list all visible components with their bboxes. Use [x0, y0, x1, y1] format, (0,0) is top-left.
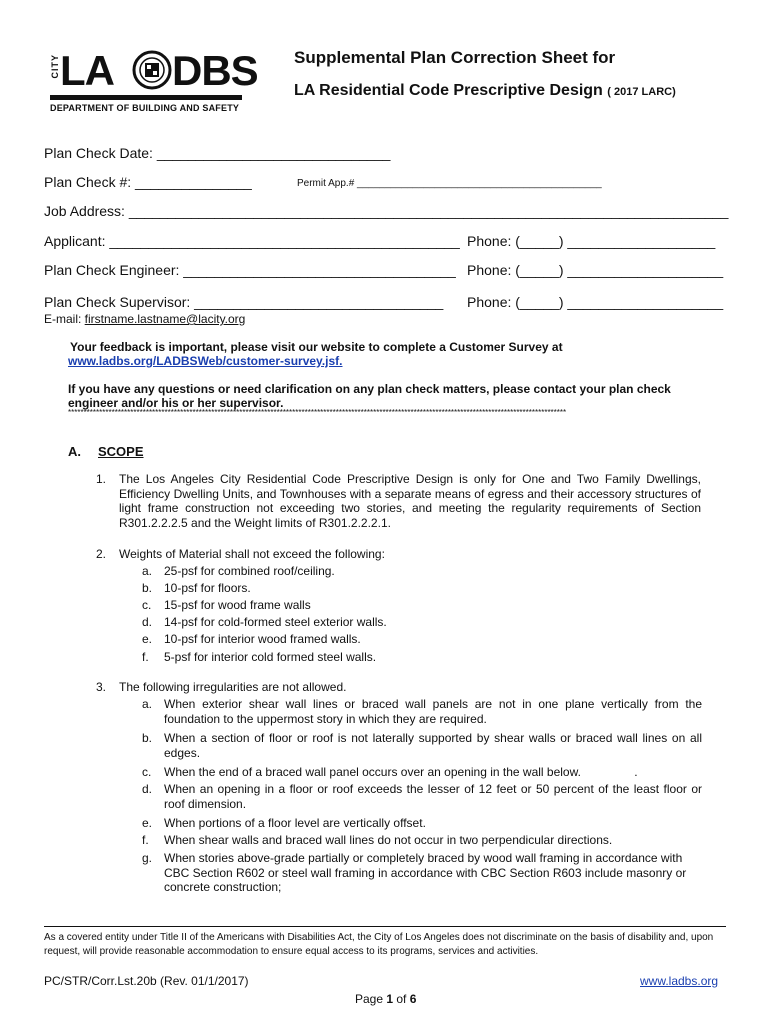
permit-app-field[interactable]: Permit App.# ____________________________________________: [297, 178, 602, 189]
logo-dbs-text: DBS: [172, 47, 258, 94]
sub-item-label: a.: [142, 564, 153, 578]
sub-item-text: 25-psf for combined roof/ceiling.: [164, 564, 335, 578]
sub-item-label: c.: [142, 598, 152, 612]
item-number: 1.: [96, 472, 107, 486]
sub-item-text: 5-psf for interior cold formed steel walls.: [164, 650, 377, 664]
item-text: The Los Angeles City Residential Code Prescriptive Design is only for One and Two Family Dwellings, Efficiency Dwelling Units, and Townhouses with a separate means of egress and their accessory structures of light frame construction not exceeding two stories, and meeting the regularity requirements of Section R301.2.2.2.5 and the Weight limits of R301.2.2.2.1.: [119, 472, 701, 530]
item-number: 2.: [96, 547, 107, 561]
logo-city-text: CITY: [50, 54, 60, 79]
page-number: [355, 992, 416, 1006]
form-id: PC/STR/Corr.Lst.20b (Rev. 01/1/2017): [44, 974, 249, 988]
plan-check-supervisor-field[interactable]: Plan Check Supervisor: ________________________________: [44, 294, 444, 310]
plan-check-engineer-field[interactable]: Plan Check Engineer: ___________________________________: [44, 262, 456, 278]
feedback-text: Your feedback is important, please visit our website to complete a Customer Survey at: [70, 340, 563, 354]
sub-item-label: c.: [142, 765, 152, 779]
sub-item-label: d.: [142, 782, 153, 796]
ada-notice: As a covered entity under Title II of the Americans with Disabilities Act, the City of Los Angeles does not discriminate on the basis of disability and, upon request, will provide reasonable accommodation to ensure equal access to its programs, services and activities.: [44, 932, 714, 957]
sub-item-text: 10-psf for floors.: [164, 581, 251, 595]
item-text: Weights of Material shall not exceed the following:: [119, 547, 385, 561]
sub-item-text: When a section of floor or roof is not laterally supported by shear walls or braced wall lines on all edges.: [164, 731, 702, 760]
sub-item-text: When exterior shear wall lines or braced wall panels are not in one plane vertically from the foundation to the uppermost story in which they are required.: [164, 697, 702, 726]
logo-divider: [50, 95, 242, 100]
subtitle-main: LA Residential Code Prescriptive Design: [294, 82, 603, 99]
sub-item-label: g.: [142, 851, 153, 865]
page-subtitle: [294, 82, 676, 100]
subtitle-suffix: ( 2017 LARC): [607, 86, 676, 98]
sub-item-text: When shear walls and braced wall lines do not occur in two perpendicular directions.: [164, 833, 613, 847]
separator-line: ****************************************************************************************************************************************************************: [68, 408, 567, 417]
sub-item-label: b.: [142, 731, 153, 745]
sub-item-label: e.: [142, 816, 153, 830]
page-prefix: Page: [355, 992, 387, 1006]
website-link[interactable]: www.ladbs.org: [640, 974, 719, 988]
questions-text-line2: engineer and/or his or her supervisor.: [68, 396, 284, 410]
sub-item-label: f.: [142, 650, 149, 664]
section-letter: A.: [68, 444, 81, 459]
page-current: 1: [386, 992, 394, 1006]
page-of: of: [393, 992, 410, 1006]
email-link[interactable]: firstname.lastname@lacity.org: [84, 312, 246, 326]
applicant-field[interactable]: Applicant: _____________________________________________: [44, 233, 460, 249]
sub-item-label: a.: [142, 697, 153, 711]
sub-item-label: b.: [142, 581, 153, 595]
plan-check-date-field[interactable]: Plan Check Date: ______________________________: [44, 145, 391, 161]
questions-text-line1: If you have any questions or need clarification on any plan check matters, please contact your plan check: [68, 382, 671, 396]
logo-department-text: DEPARTMENT OF BUILDING AND SAFETY: [50, 103, 240, 113]
plan-check-number-field[interactable]: Plan Check #: _______________: [44, 174, 252, 190]
sub-item-text: When an opening in a floor or roof exceeds the lesser of 12 feet or 50 percent of the least floor or roof dimension.: [164, 782, 702, 811]
job-address-field[interactable]: Job Address: _____________________________________________________________________________: [44, 203, 729, 219]
sub-item-text: When portions of a floor level are vertically offset.: [164, 816, 426, 830]
applicant-phone-field[interactable]: Phone: (_____) ___________________: [467, 233, 716, 249]
sub-item-text: 15-psf for wood frame walls: [164, 598, 311, 612]
sub-item-text: 10-psf for interior wood framed walls.: [164, 632, 361, 646]
sub-item-text: When stories above-grade partially or completely braced by wood wall framing in accordance with CBC Section R602 or steel wall framing in accordance with CBC Section R603 include masonry or concrete construction;: [164, 851, 687, 894]
sub-item-label: f.: [142, 833, 149, 847]
supervisor-phone-field[interactable]: Phone: (_____) ____________________: [467, 294, 724, 310]
sub-item-text: 14-psf for cold-formed steel exterior walls.: [164, 615, 387, 629]
sub-item-text: When the end of a braced wall panel occurs over an opening in the wall below. .: [164, 765, 638, 779]
item-number: 3.: [96, 680, 107, 694]
page-title: Supplemental Plan Correction Sheet for: [294, 48, 616, 67]
page-total: 6: [409, 992, 417, 1006]
survey-link[interactable]: www.ladbs.org/LADBSWeb/customer-survey.jsf.: [68, 354, 343, 368]
logo-la-text: LA: [60, 47, 114, 94]
footer-divider: [44, 926, 726, 927]
email-label: E-mail:: [44, 312, 85, 326]
item-text: The following irregularities are not allowed.: [119, 680, 347, 694]
email-line: [44, 312, 245, 326]
sub-item-label: e.: [142, 632, 153, 646]
sub-item-label: d.: [142, 615, 153, 629]
city-seal-icon: [132, 50, 172, 90]
engineer-phone-field[interactable]: Phone: (_____) ____________________: [467, 262, 724, 278]
section-title: SCOPE: [98, 444, 144, 459]
